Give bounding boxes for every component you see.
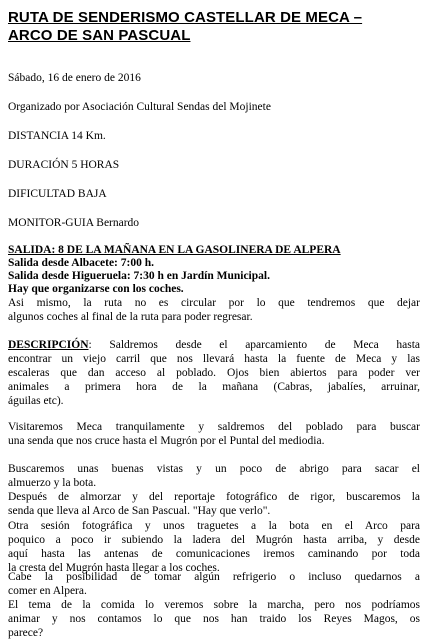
salida-heading: SALIDA: 8 DE LA MAÑANA EN LA GASOLINERA DE ALPERA: [8, 244, 341, 256]
paragraph-4-line-2: poquico a poco ir subiendo la ladera del Mugrón hasta arriba, y desde: [8, 534, 420, 546]
document-title: [8, 9, 424, 45]
duration-line: DURACIÓN 5 HORAS: [8, 159, 120, 171]
descripcion-line-4: animales a primera hora de la mañana (Cabras, jabalíes, arruinar,: [8, 381, 420, 393]
salida-note-line-1: Asi mismo, la ruta no es circular por lo que tendremos que dejar: [8, 297, 420, 309]
descripcion-paragraph-1: [8, 338, 420, 408]
paragraph-2-line-2: una senda que nos cruce hasta el Mugrón por el Puntal del mediodia.: [8, 435, 325, 447]
title-line-2: ARCO DE SAN PASCUAL: [8, 27, 191, 44]
salida-albacete: Salida desde Albacete: 7:00 h.: [8, 257, 154, 269]
paragraph-3-line-1: Buscaremos unas buenas vistas y un poco de abrigo para sacar el: [8, 463, 420, 475]
descripcion-paragraph-5: [8, 570, 420, 640]
organizer-line: Organizado por Asociación Cultural Sendas del Mojinete: [8, 101, 271, 113]
paragraph-5-line-1: Cabe la posibilidad de tomar algún refrigerio o incluso quedarnos a: [8, 571, 420, 583]
paragraph-4-line-4: la cresta del Mugrón hasta llegar a los coches.: [8, 562, 220, 574]
paragraph-5-line-5: parece?: [8, 627, 44, 639]
paragraph-3-line-3: Después de almorzar y del reportaje fotográfico de rigor, buscaremos la: [8, 491, 420, 503]
salida-return-note: [8, 296, 420, 324]
event-date: Sábado, 16 de enero de 2016: [8, 72, 141, 84]
descripcion-paragraph-2: [8, 420, 420, 448]
salida-note-line-2: algunos coches al final de la ruta para poder regresar.: [8, 311, 253, 323]
difficulty-line: DIFICULTAD BAJA: [8, 188, 107, 200]
salida-cars-note: Hay que organizarse con los coches.: [8, 283, 184, 295]
paragraph-5-line-3: El tema de la comida lo veremos sobre la marcha, pero nos podríamos: [8, 599, 420, 611]
descripcion-line-1: [8, 338, 420, 352]
title-line-1: RUTA DE SENDERISMO CASTELLAR DE MECA –: [8, 9, 363, 26]
paragraph-4-line-3: aquí hasta las antenas de comunicaciones iremos caminando por toda: [8, 548, 420, 560]
descripcion-line-2: encontrar un viejo carril que nos llevará hasta la fuente de Meca y las: [8, 353, 420, 365]
descripcion-paragraph-4: [8, 519, 420, 575]
paragraph-5-line-2: comer en Alpera.: [8, 585, 87, 597]
descripcion-line-5: águilas etc).: [8, 395, 64, 407]
descripcion-line-3: escaleras que dan acceso al poblado. Ojos bien abiertos para poder ver: [8, 367, 420, 379]
descripcion-label: DESCRIPCIÓN: [8, 339, 89, 351]
paragraph-4-line-1: Otra sesión fotográfica y unos traguetes a la bota en el Arco para: [8, 520, 420, 532]
distance-line: DISTANCIA 14 Km.: [8, 130, 106, 142]
descripcion-line-1-text: : Saldremos desde el aparcamiento de Meca hasta: [88, 339, 420, 351]
paragraph-3-line-2: almuerzo y la bota.: [8, 477, 97, 489]
descripcion-paragraph-3: [8, 462, 420, 518]
paragraph-5-line-4: animar y nos contamos lo que nos han traido los Reyes Magos, os: [8, 613, 420, 625]
guide-line: MONITOR-GUIA Bernardo: [8, 217, 140, 229]
paragraph-3-line-4: senda que lleva al Arco de San Pascual. "Hay que verlo".: [8, 505, 271, 517]
paragraph-2-line-1: Visitaremos Meca tranquilamente y saldremos del poblado para buscar: [8, 421, 420, 433]
salida-higueruela: Salida desde Higueruela: 7:30 h en Jardín Municipal.: [8, 270, 270, 282]
